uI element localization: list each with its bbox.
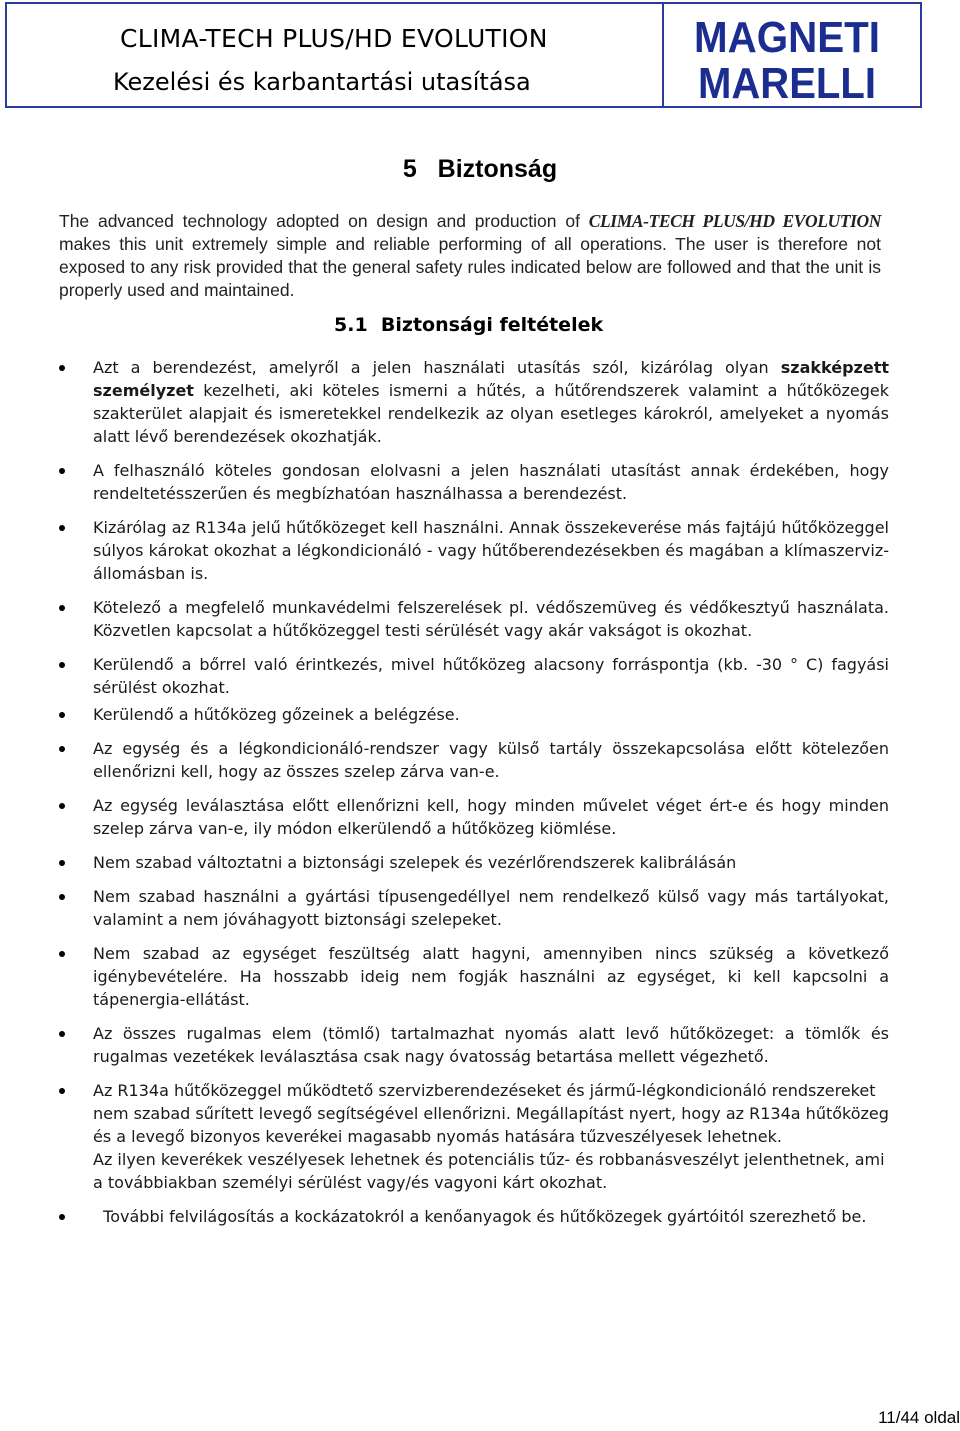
bullet-dot — [59, 894, 65, 900]
logo-line1: MAGNETI — [694, 13, 880, 62]
bullet-dot — [59, 746, 65, 752]
list-item — [0, 356, 889, 448]
item-text: Az összes rugalmas elem (tömlő) tartalmazhat nyomás alatt levő hűtőközeget: a tömlők és rugalmas vezetékek leválasztása csak nagy óvatosság betartása mellett végezhető. — [93, 1024, 889, 1066]
item-text: Az egység leválasztása előtt ellenőrizni kell, hogy minden művelet véget ért-e és hogy minden szelep zárva van-e, ily módon elkerülendő a hűtőközeg kiömlése. — [93, 796, 889, 838]
logo-line2: MARELLI — [698, 59, 876, 102]
item-text: Nem szabad változtatni a biztonsági szelepek és vezérlőrendszerek kalibrálásán — [93, 853, 737, 872]
list-item — [0, 794, 889, 840]
list-item — [0, 703, 889, 726]
item-bold-text: szakképzett személyzet — [93, 358, 889, 400]
intro-text-after: makes this unit extremely simple and reliable performing of all operations. The user is therefore not exposed to any risk provided that the general safety rules indicated below are followed and that the unit is properly used and maintained. — [59, 234, 881, 300]
item-text: A felhasználó köteles gondosan elolvasni a jelen használati utasítást annak érdekében, hogy rendeltetésszerűen és megbízhatóan használhassa a berendezést. — [93, 461, 889, 503]
bullet-dot — [59, 525, 65, 531]
bullet-dot — [59, 712, 65, 718]
safety-rules-list — [0, 356, 960, 1239]
bullet-dot — [59, 803, 65, 809]
item-text: Nem szabad az egységet feszültség alatt hagyni, amennyiben nincs szükség a következő igénybevételére. Ha hosszabb ideig nem fogják használni az egységet, ki kell kapcsolni a tápenergia-ellátást. — [93, 944, 889, 1009]
item-text: Nem szabad használni a gyártási típusengedéllyel nem rendelkező külső vagy más tartályokat, valamint a nem jóváhagyott biztonsági szelepeket. — [93, 887, 889, 929]
document-subtitle: Kezelési és karbantartási utasítása — [113, 68, 531, 96]
item-text: Az R134a hűtőközeggel működtető szervizberendezéseket és jármű-légkondicionáló rendszereket nem szabad sűrített levegő segítségével ellenőrizni. Megállapítást nyert, hogy az R134a hűtőközeg és a levegő bizonyos keverékei magasabb nyomás hatására tűzveszélyesek lehetnek. — [93, 1081, 889, 1146]
intro-text-before: The advanced technology adopted on design and production of — [59, 211, 589, 231]
magneti-marelli-logo — [692, 12, 884, 102]
item-text: Az egység és a légkondicionáló-rendszer vagy külső tartály összekapcsolása előtt kötelezően ellenőrizni kell, hogy az összes szelep zárva van-e. — [93, 739, 889, 781]
list-item — [0, 885, 889, 931]
bullet-dot — [59, 1214, 65, 1220]
subsection-title: 5.1 Biztonsági feltételek — [334, 314, 604, 336]
section-title: 5 Biztonság — [402, 155, 558, 183]
intro-paragraph — [59, 210, 881, 302]
list-item — [0, 516, 889, 585]
list-item — [0, 737, 889, 783]
bullet-dot — [59, 365, 65, 371]
list-item — [0, 653, 889, 699]
list-item — [0, 596, 889, 642]
list-item — [0, 1022, 889, 1068]
bullet-dot — [59, 468, 65, 474]
item-text: Kerülendő a bőrrel való érintkezés, mivel hűtőközeg alacsony forráspontja (kb. -30 ° C) fagyási sérülést okozhat. — [93, 655, 889, 697]
list-item — [0, 942, 889, 1011]
bullet-dot — [59, 1031, 65, 1037]
item-text: Kerülendő a hűtőközeg gőzeinek a belégzése. — [93, 705, 460, 724]
item-text-second-paragraph: Az ilyen keverékek veszélyesek lehetnek és potenciális tűz- és robbanásveszélyt jelenthetnek, ami a továbbiakban személyi sérülést vagy/és vagyoni kárt okozhat. — [93, 1150, 885, 1192]
bullet-dot — [59, 605, 65, 611]
item-text-end: kezelheti, aki köteles ismerni a hűtés, a hűtőrendszerek valamint a hűtőközegek szakterület alapjait és ismeretekkel rendelkezik az olyan esetleges károkról, amelyeket a nyomás alatt lévő berendezések okozhatják. — [93, 381, 889, 446]
item-text: Kizárólag az R134a jelű hűtőközeget kell használni. Annak összekeverése más fajtájú hűtőközeggel súlyos károkat okozhat a légkondicionáló - vagy hűtőberendezésekben és magában a klímaszerviz-állomásban is. — [93, 518, 889, 583]
list-item — [0, 851, 889, 874]
item-text: További felvilágosítás a kockázatokról a kenőanyagok és hűtőközegek gyártóitól szerezhető be. — [93, 1207, 867, 1226]
bullet-dot — [59, 951, 65, 957]
bullet-dot — [59, 1088, 65, 1094]
bullet-dot — [59, 860, 65, 866]
list-item — [0, 1205, 889, 1228]
item-text: Azt a berendezést, amelyről a jelen használati utasítás szól, kizárólag olyan — [93, 358, 781, 377]
page-number: 11/44 oldal — [878, 1408, 960, 1427]
bullet-dot — [59, 662, 65, 668]
list-item — [0, 1079, 889, 1194]
document-title: CLIMA-TECH PLUS/HD EVOLUTION — [120, 24, 548, 53]
intro-product-name: CLIMA-TECH PLUS/HD EVOLUTION — [588, 211, 881, 231]
list-item — [0, 459, 889, 505]
item-text: Kötelező a megfelelő munkavédelmi felszerelések pl. védőszemüveg és védőkesztyű használata. Közvetlen kapcsolat a hűtőközeggel testi sérülését vagy akár vakságot is okozhat. — [93, 598, 889, 640]
